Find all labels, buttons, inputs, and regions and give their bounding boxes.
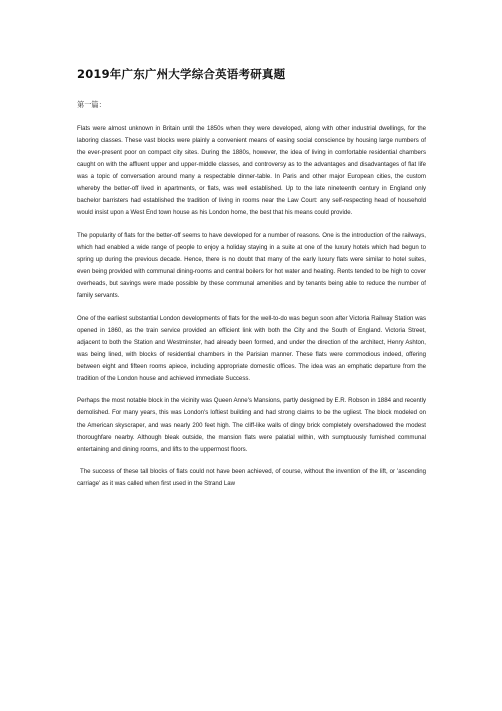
paragraph-1: Flats were almost unknown in Britain until the 1850s when they were developed, along with other industrial dwellings, for the laboring classes. These vast blocks were plainly a convenient means of easing social conscience by housing large numbers of the ever-present poor on compact city sites. During the 1880s, however, the idea of living in comfortable residential chambers caught on with the affluent upper and upper-middle classes, and controversy as to the advantages and disadvantages of flat life was a topic of conversation around many a respectable dinner-table. In Paris and other major European cities, the custom whereby the better-off lived in apartments, or flats, was well established. Up to the late nineteenth century in England only bachelor barristers had established the tradition of living in rooms near the Law Court: any self-respecting head of household would insist upon a West End town house as his London home, the best that his means could provide. xyxy=(77,125,426,217)
document-body xyxy=(77,123,426,501)
paragraph-3: One of the earliest substantial London developments of flats for the well-to-do was begun soon after Victoria Railway Station was opened in 1860, as the train service provided an efficient link with both the City and the South of England. Victoria Street, adjacent to both the Station and Westminster, had already been formed, and under the direction of the architect, Henry Ashton, was being lined, with blocks of residential chambers in the Parisian manner. These flats were commodious indeed, offering between eight and fifteen rooms apiece, including appropriate domestic offices. The idea was an emphatic departure from the tradition of the London house and achieved immediate Success. xyxy=(77,314,426,382)
paragraph-4: Perhaps the most notable block in the vicinity was Queen Anne's Mansions, partly designed by E.R. Robson in 1884 and recently demolished. For many years, this was London's loftiest building and had strong claims to be the ugliest. The block modeled on the American skyscraper, and was nearly 200 feet high. The cliff-like walls of dingy brick completely overshadowed the modest thoroughfare nearby. Although bleak outside, the mansion flats were palatial within, with sumptuously furnished communal entertaining and dining rooms, and lifts to the uppermost floors. xyxy=(77,397,426,453)
paragraph-5: The success of these tall blocks of flats could not have been achieved, of course, without the invention of the lift, or 'ascending carriage' as it was called when first used in the Strand Law xyxy=(77,468,426,488)
document-title: 2019年广东广州大学综合英语考研真题 xyxy=(77,67,286,81)
section-label: 第一篇： xyxy=(77,100,106,109)
paragraph-2: The popularity of flats for the better-off seems to have developed for a number of reasons. One is the introduction of the railways, which had enabled a wide range of people to enjoy a holiday staying in a suite at one of the luxury hotels which had begun to spring up during the previous decade. Hence, there is no doubt that many of the early luxury flats were similar to hotel suites, even being provided with communal dining-rooms and central boilers for hot water and heating. Rents tended to be high to cover overheads, but savings were made possible by these communal amenities and by tenants being able to reduce the number of family servants. xyxy=(77,231,426,300)
